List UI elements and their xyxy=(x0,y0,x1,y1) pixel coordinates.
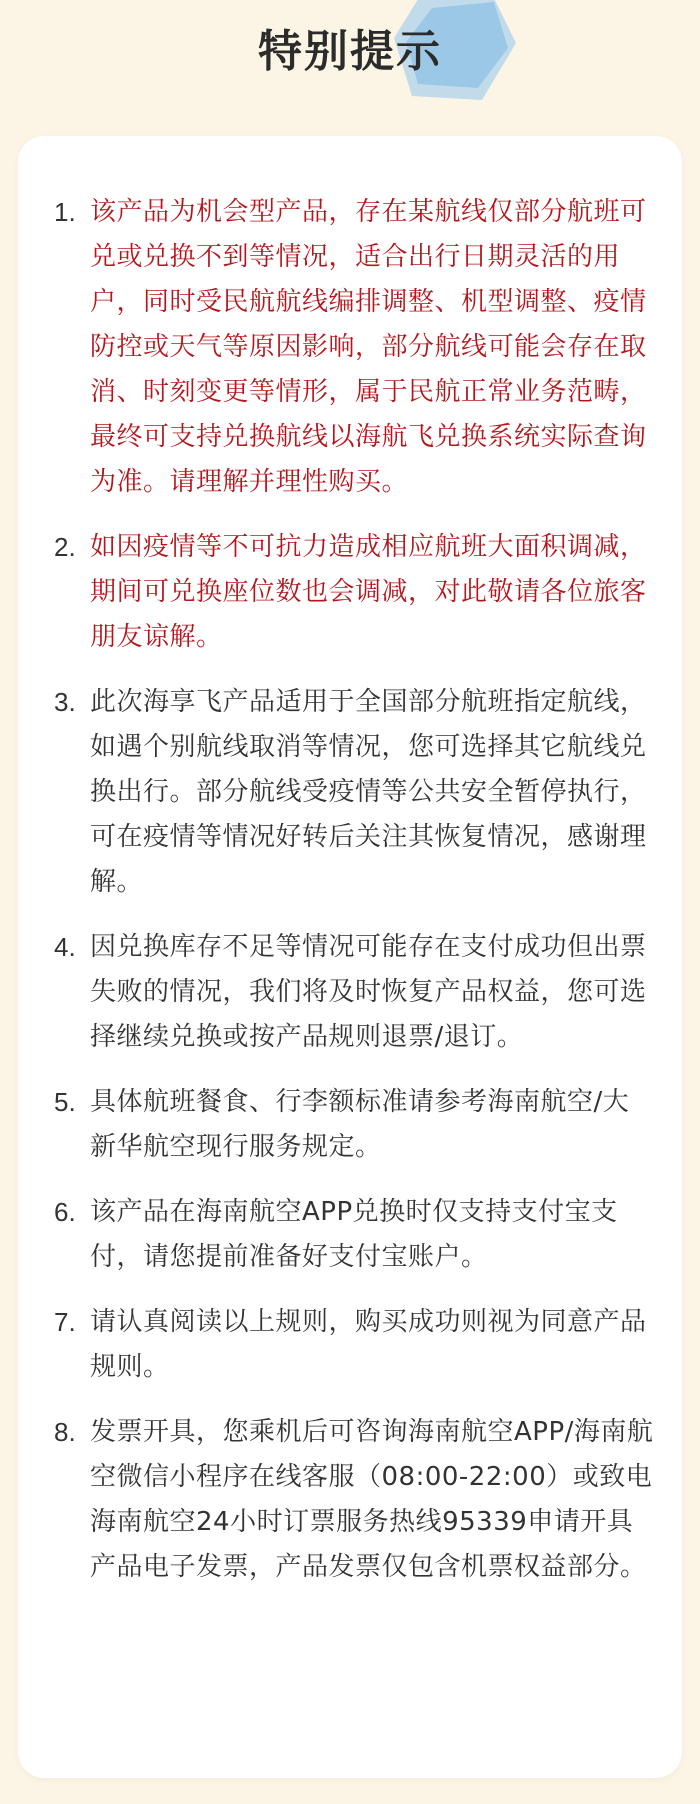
notice-item xyxy=(54,680,654,905)
notice-text: 此次海享飞产品适用于全国部分航班指定航线，如遇个别航线取消等情况，您可选择其它航线兑换出行。部分航线受疫情等公共安全暂停执行，可在疫情等情况好转后关注其恢复情况，感谢理解。 xyxy=(90,687,647,897)
notice-card xyxy=(18,136,682,1778)
notice-text: 请认真阅读以上规则，购买成功则视为同意产品规则。 xyxy=(90,1307,647,1382)
notice-text: 该产品在海南航空APP兑换时仅支持支付宝支付，请您提前准备好支付宝账户。 xyxy=(90,1197,618,1272)
notice-text: 该产品为机会型产品，存在某航线仅部分航班可兑或兑换不到等情况，适合出行日期灵活的用户，同时受民航航线编排调整、机型调整、疫情防控或天气等原因影响，部分航线可能会存在取消、时刻变更等情形，属于民航正常业务范畴，最终可支持兑换航线以海航飞兑换系统实际查询为准。请理解并理性购买。 xyxy=(90,197,647,497)
page-title: 特别提示 xyxy=(258,26,442,77)
notice-item xyxy=(54,1300,654,1390)
notice-number: 3. xyxy=(54,687,76,717)
notice-number: 1. xyxy=(54,197,76,227)
notice-item xyxy=(54,525,654,660)
notice-text: 因兑换库存不足等情况可能存在支付成功但出票失败的情况，我们将及时恢复产品权益，您可选择继续兑换或按产品规则退票/退订。 xyxy=(90,932,647,1052)
notice-number: 2. xyxy=(54,532,76,562)
notice-list xyxy=(18,136,682,1590)
notice-number: 6. xyxy=(54,1197,76,1227)
notice-number: 7. xyxy=(54,1307,76,1337)
notice-text: 发票开具，您乘机后可咨询海南航空APP/海南航空微信小程序在线客服（08:00-22:00）或致电海南航空24小时订票服务热线95339申请开具产品电子发票，产品发票仅包含机票权益部分。 xyxy=(90,1417,654,1582)
notice-item xyxy=(54,1190,654,1280)
notice-item xyxy=(54,925,654,1060)
notice-number: 4. xyxy=(54,932,76,962)
notice-item xyxy=(54,1410,654,1590)
notice-number: 8. xyxy=(54,1417,76,1447)
notice-number: 5. xyxy=(54,1087,76,1117)
notice-item xyxy=(54,190,654,505)
notice-item xyxy=(54,1080,654,1170)
notice-text: 具体航班餐食、行李额标准请参考海南航空/大新华航空现行服务规定。 xyxy=(90,1087,630,1162)
notice-text: 如因疫情等不可抗力造成相应航班大面积调减，期间可兑换座位数也会调减，对此敬请各位旅客朋友谅解。 xyxy=(90,532,647,652)
